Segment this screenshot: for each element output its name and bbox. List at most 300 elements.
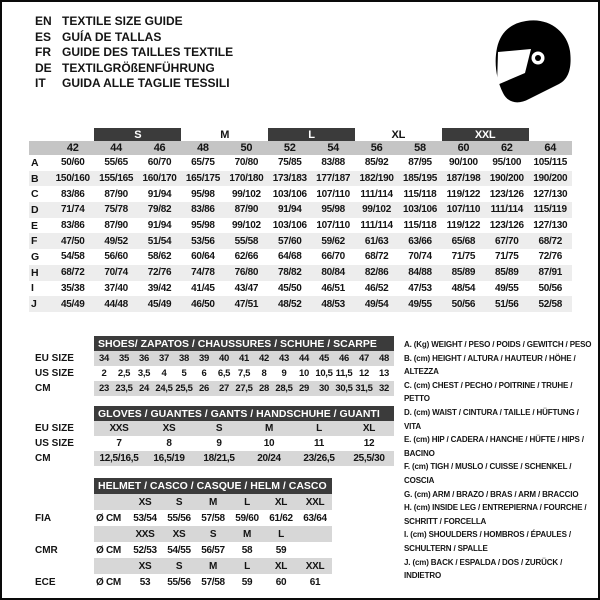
table-row bbox=[29, 351, 394, 366]
value-cell: 28,5 bbox=[275, 383, 293, 394]
measurement-row bbox=[29, 155, 572, 171]
value-cell: 59/60 bbox=[235, 512, 259, 524]
helmet-size-table bbox=[29, 478, 332, 590]
measurement-cell: 182/190 bbox=[355, 171, 398, 187]
value-cell: 58 bbox=[241, 544, 253, 556]
row-letter: F bbox=[29, 233, 51, 249]
value-cell: L bbox=[294, 421, 344, 436]
value-cell: M bbox=[244, 421, 294, 436]
legend-entry: H. (cm) INSIDE LEG / ENTREPIERNA / FOURCHE / SCHRITT / FORCELLA bbox=[404, 503, 587, 526]
table-title: GLOVES / GUANTES / GANTS / HANDSCHUHE / GUANTI bbox=[94, 406, 394, 421]
value-cell: M bbox=[196, 558, 230, 574]
measurement-cell: 91/94 bbox=[268, 202, 311, 218]
value-cell: S bbox=[162, 494, 196, 510]
measurement-cell: 85/89 bbox=[485, 265, 528, 281]
measurement-cell: 75/85 bbox=[277, 157, 302, 169]
legend-entry: J. (cm) BACK / ESPALDA / DOS / ZURÜCK / INDIETRO bbox=[404, 557, 563, 581]
measurement-cell: 49/55 bbox=[398, 296, 441, 312]
row-letter: E bbox=[31, 219, 38, 232]
value-cell: 12 bbox=[359, 368, 369, 379]
size-column-header: 62 bbox=[485, 141, 528, 155]
measurement-cell: 60/64 bbox=[191, 251, 215, 263]
measurement-cell: 65/68 bbox=[442, 233, 485, 249]
table-row bbox=[29, 542, 332, 558]
measurement-cell: 57/60 bbox=[268, 233, 311, 249]
value-cell: M bbox=[230, 526, 264, 542]
value-cell: XS bbox=[144, 421, 194, 436]
measurement-cell: 91/94 bbox=[147, 220, 172, 232]
value-cell: 25,5/30 bbox=[344, 451, 394, 466]
size-column-header: 60 bbox=[442, 141, 485, 155]
value-cell: 44 bbox=[294, 351, 314, 366]
row-label bbox=[29, 526, 94, 542]
legend-entry: E. (cm) HIP / CADERA / HANCHE / HÜFTE / HIPS / BACINO bbox=[404, 435, 584, 458]
measurement-cell: 103/106 bbox=[272, 220, 307, 232]
measurement-cell: 76/80 bbox=[225, 265, 268, 281]
value-cell: 9 bbox=[216, 438, 222, 449]
value-cell: 23/26,5 bbox=[294, 451, 344, 466]
value-cell: 30,5 bbox=[335, 383, 353, 394]
value-cell: 10 bbox=[263, 438, 275, 449]
value-cell: 5 bbox=[181, 368, 187, 379]
value-cell: 55/56 bbox=[167, 512, 191, 524]
measurement-cell: 173/183 bbox=[268, 171, 311, 187]
value-cell: 38 bbox=[174, 351, 194, 366]
measurement-cell: 111/114 bbox=[360, 188, 393, 200]
measurement-cell: 107/110 bbox=[316, 220, 350, 232]
row-label: EU SIZE bbox=[29, 351, 94, 366]
row-letter: G bbox=[31, 250, 39, 263]
table-title-row bbox=[29, 336, 394, 351]
measurement-cell: 71/75 bbox=[495, 251, 519, 263]
language-row bbox=[35, 30, 233, 46]
value-cell: 4 bbox=[161, 368, 167, 379]
measurement-cell: 82/86 bbox=[355, 265, 398, 281]
size-group-xxl: XXL bbox=[442, 128, 529, 141]
measurement-cell: 150/160 bbox=[51, 171, 94, 187]
measurement-cell: 103/106 bbox=[398, 202, 441, 218]
size-column-header: 46 bbox=[138, 141, 181, 155]
value-cell: 7,5 bbox=[237, 368, 251, 379]
value-cell: L bbox=[264, 526, 298, 542]
table-row bbox=[29, 366, 394, 381]
measurement-cell: 70/74 bbox=[408, 251, 432, 263]
value-cell: 53 bbox=[139, 576, 151, 588]
measurement-row bbox=[29, 233, 572, 249]
measurement-cell: 119/122 bbox=[446, 188, 481, 200]
row-label: US SIZE bbox=[29, 366, 94, 381]
language-title-block bbox=[35, 14, 233, 92]
table-row bbox=[29, 494, 332, 510]
measurement-cell: 95/98 bbox=[191, 188, 215, 200]
measurement-cell: 70/74 bbox=[94, 265, 137, 281]
value-cell: 59 bbox=[275, 544, 287, 556]
measurement-cell: 83/86 bbox=[60, 220, 85, 232]
value-cell: S bbox=[194, 421, 244, 436]
table-title-row bbox=[29, 406, 394, 421]
value-cell: 39 bbox=[194, 351, 214, 366]
measurement-cell: 83/86 bbox=[60, 188, 85, 200]
measurement-cell: 84/88 bbox=[398, 265, 441, 281]
value-cell: 24,5 bbox=[155, 383, 173, 394]
helmet-icon bbox=[490, 18, 572, 106]
value-cell: 25,5 bbox=[175, 383, 193, 394]
value-cell: 13 bbox=[379, 368, 389, 379]
measurement-cell: 39/42 bbox=[147, 282, 172, 294]
measurement-row bbox=[29, 281, 572, 297]
measurement-cell: 49/55 bbox=[495, 282, 519, 294]
language-code: IT bbox=[35, 76, 46, 90]
measurement-cell: 71/74 bbox=[51, 202, 94, 218]
measurement-cell: 83/88 bbox=[321, 157, 345, 169]
measurement-cell: 187/198 bbox=[442, 171, 485, 187]
measurement-cell: 185/195 bbox=[398, 171, 441, 187]
value-cell: 8 bbox=[166, 438, 172, 449]
value-cell: XS bbox=[128, 558, 162, 574]
measurement-cell: 95/100 bbox=[492, 157, 522, 169]
value-cell: 47 bbox=[354, 351, 374, 366]
gloves-size-table bbox=[29, 406, 394, 466]
measurement-row bbox=[29, 202, 572, 218]
measurement-cell: 45/49 bbox=[138, 296, 181, 312]
row-label: ECE bbox=[29, 574, 94, 590]
value-cell: 45 bbox=[314, 351, 334, 366]
measurement-cell: 99/102 bbox=[231, 220, 261, 232]
measurement-cell: 68/72 bbox=[364, 251, 389, 263]
measurement-cell: 49/54 bbox=[355, 296, 398, 312]
size-column-header: 64 bbox=[529, 141, 573, 155]
measurement-cell: 48/54 bbox=[451, 282, 476, 294]
measurement-cell: 111/114 bbox=[360, 220, 393, 232]
measurement-cell: 54/58 bbox=[60, 251, 85, 263]
size-group-spacer bbox=[529, 128, 573, 141]
table-row bbox=[29, 451, 394, 466]
value-cell: Ø CM bbox=[96, 576, 121, 588]
value-cell: 12 bbox=[363, 438, 375, 449]
value-cell: 8 bbox=[261, 368, 267, 379]
table-row bbox=[29, 510, 332, 526]
size-column-header: 42 bbox=[51, 141, 94, 155]
measurement-cell: 127/130 bbox=[533, 220, 568, 232]
value-cell: 32 bbox=[374, 381, 394, 396]
measurement-cell: 115/118 bbox=[403, 188, 437, 200]
size-header-row bbox=[29, 141, 572, 155]
size-column-header: 52 bbox=[268, 141, 311, 155]
measurement-cell: 68/72 bbox=[51, 265, 94, 281]
measurement-cell: 45/49 bbox=[51, 296, 94, 312]
measurement-cell: 90/100 bbox=[448, 157, 478, 169]
value-cell: 10 bbox=[299, 368, 309, 379]
measurement-cell: 107/110 bbox=[442, 202, 485, 218]
row-letter: J bbox=[29, 296, 51, 312]
measurement-cell: 87/90 bbox=[225, 202, 268, 218]
measurement-cell: 48/52 bbox=[268, 296, 311, 312]
value-cell bbox=[94, 526, 128, 542]
value-cell: 52/53 bbox=[133, 544, 157, 556]
measurement-cell: 111/114 bbox=[485, 202, 528, 218]
measurement-cell: 71/75 bbox=[451, 251, 476, 263]
value-cell: XXL bbox=[298, 494, 332, 510]
value-cell: 9 bbox=[281, 368, 287, 379]
row-letter: A bbox=[31, 156, 39, 169]
value-cell: 23,5 bbox=[115, 383, 133, 394]
value-cell: 57/58 bbox=[201, 512, 225, 524]
value-cell: 28 bbox=[254, 381, 274, 396]
measurement-cell: 56/60 bbox=[104, 251, 128, 263]
value-cell: 54/55 bbox=[167, 544, 191, 556]
value-cell: 31,5 bbox=[355, 383, 373, 394]
value-cell: M bbox=[196, 494, 230, 510]
measurement-row bbox=[29, 249, 572, 265]
measurement-cell: 63/66 bbox=[398, 233, 441, 249]
value-cell bbox=[94, 494, 128, 510]
value-cell: 7 bbox=[116, 438, 122, 449]
value-cell: 61/62 bbox=[269, 512, 293, 524]
size-column-header: 54 bbox=[311, 141, 354, 155]
measurement-cell: 123/126 bbox=[489, 188, 524, 200]
value-cell: 55/56 bbox=[167, 576, 191, 588]
size-group-l: L bbox=[268, 128, 355, 141]
value-cell: 35 bbox=[114, 351, 134, 366]
measurement-cell: 47/51 bbox=[225, 296, 268, 312]
measurement-cell: 64/68 bbox=[277, 251, 302, 263]
value-cell: 27 bbox=[214, 381, 234, 396]
measurement-cell: 123/126 bbox=[489, 220, 524, 232]
size-column-header: 44 bbox=[94, 141, 137, 155]
value-cell: L bbox=[230, 558, 264, 574]
measurement-cell: 52/58 bbox=[529, 296, 573, 312]
value-cell: S bbox=[196, 526, 230, 542]
value-cell: XXS bbox=[128, 526, 162, 542]
value-cell: XXS bbox=[94, 421, 144, 436]
value-cell: 41 bbox=[234, 351, 254, 366]
language-title: GUIDE DES TAILLES TEXTILE bbox=[62, 45, 234, 59]
value-cell: XL bbox=[344, 421, 394, 436]
measurement-cell: 190/200 bbox=[485, 171, 528, 187]
language-code: ES bbox=[35, 29, 52, 44]
measurement-cell: 99/102 bbox=[355, 202, 398, 218]
value-cell: 11,5 bbox=[335, 368, 353, 379]
size-group-row bbox=[29, 128, 572, 141]
value-cell: 23 bbox=[94, 381, 114, 396]
value-cell: 57/58 bbox=[201, 576, 225, 588]
measurement-cell: 51/56 bbox=[485, 296, 528, 312]
value-cell: 36 bbox=[134, 351, 154, 366]
measurement-cell: 83/86 bbox=[181, 202, 224, 218]
language-title: TEXTILGRÖßENFÜHRUNG bbox=[62, 60, 215, 75]
measurement-cell: 80/84 bbox=[311, 265, 354, 281]
measurement-cell: 70/80 bbox=[234, 157, 259, 169]
value-cell: 60 bbox=[275, 576, 287, 588]
measurement-cell: 79/82 bbox=[138, 202, 181, 218]
language-row bbox=[35, 61, 233, 77]
measurement-cell: 60/70 bbox=[147, 157, 172, 169]
measurement-cell: 165/175 bbox=[181, 171, 224, 187]
measurement-cell: 115/119 bbox=[529, 202, 573, 218]
measurement-cell: 95/98 bbox=[191, 220, 215, 232]
measurement-cell: 55/58 bbox=[225, 233, 268, 249]
measurement-cell: 107/110 bbox=[316, 188, 350, 200]
table-row bbox=[29, 421, 394, 436]
value-cell: 18/21,5 bbox=[194, 451, 244, 466]
measurement-cell: 48/53 bbox=[311, 296, 354, 312]
measurement-cell: 160/170 bbox=[138, 171, 181, 187]
measurement-cell: 68/72 bbox=[529, 233, 573, 249]
measurement-cell: 44/48 bbox=[94, 296, 137, 312]
value-cell: 12,5/16,5 bbox=[94, 451, 144, 466]
language-code: DE bbox=[35, 60, 52, 75]
size-group-m: M bbox=[181, 128, 268, 141]
measurement-cell: 58/62 bbox=[147, 251, 172, 263]
value-cell: 6 bbox=[201, 368, 207, 379]
measurement-cell: 50/60 bbox=[60, 157, 85, 169]
value-cell: 3,5 bbox=[137, 368, 151, 379]
measurement-cell: 95/98 bbox=[311, 202, 354, 218]
row-label bbox=[29, 494, 94, 510]
value-cell bbox=[94, 558, 128, 574]
measurement-cell: 53/56 bbox=[181, 233, 224, 249]
measurement-cell: 46/51 bbox=[321, 282, 345, 294]
measurement-cell: 50/56 bbox=[538, 282, 563, 294]
measurement-row bbox=[29, 265, 572, 281]
size-column-header: 58 bbox=[398, 141, 441, 155]
row-label: FIA bbox=[29, 510, 94, 526]
measurement-cell: 103/106 bbox=[272, 188, 307, 200]
value-cell: 63/64 bbox=[303, 512, 327, 524]
value-cell: 11 bbox=[314, 438, 324, 449]
measurement-cell: 72/76 bbox=[538, 251, 563, 263]
measurement-cell: 49/52 bbox=[94, 233, 137, 249]
measurement-cell: 155/165 bbox=[94, 171, 137, 187]
measurement-cell: 47/50 bbox=[51, 233, 94, 249]
row-label: EU SIZE bbox=[29, 421, 94, 436]
measurement-cell: 55/65 bbox=[104, 157, 128, 169]
measurement-row bbox=[29, 218, 572, 234]
value-cell: XXL bbox=[298, 558, 332, 574]
value-cell: 16,5/19 bbox=[144, 451, 194, 466]
language-row bbox=[35, 45, 233, 61]
size-group-xl: XL bbox=[355, 128, 442, 141]
table-row bbox=[29, 574, 332, 590]
value-cell: 26 bbox=[194, 381, 214, 396]
value-cell: XS bbox=[128, 494, 162, 510]
value-cell: 59 bbox=[241, 576, 253, 588]
row-label: CM bbox=[29, 451, 94, 466]
legend-entry: G. (cm) ARM / BRAZO / BRAS / ARM / BRACCIO bbox=[404, 489, 579, 499]
measurement-cell: 67/70 bbox=[485, 233, 528, 249]
measurement-cell: 99/102 bbox=[231, 188, 261, 200]
table-title: SHOES/ ZAPATOS / CHAUSSURES / SCHUHE / SCARPE bbox=[94, 336, 394, 351]
row-label bbox=[29, 558, 94, 574]
value-cell: 30 bbox=[314, 381, 334, 396]
measurement-cell: 50/56 bbox=[442, 296, 485, 312]
value-cell: XL bbox=[264, 558, 298, 574]
legend-entry: D. (cm) WAIST / CINTURA / TAILLE / HÜFTUNG / VITA bbox=[404, 407, 579, 431]
measurement-cell: 127/130 bbox=[533, 188, 568, 200]
measurement-cell: 35/38 bbox=[60, 282, 85, 294]
value-cell: 24 bbox=[134, 381, 154, 396]
measurement-cell: 91/94 bbox=[147, 188, 172, 200]
value-cell: 61 bbox=[309, 576, 321, 588]
value-cell: 53/54 bbox=[133, 512, 157, 524]
row-letter: C bbox=[31, 188, 39, 201]
row-letter: H bbox=[29, 265, 51, 281]
value-cell: Ø CM bbox=[96, 544, 121, 556]
measurement-legend bbox=[404, 338, 597, 583]
measurement-cell: 119/122 bbox=[446, 220, 481, 232]
value-cell: 56/57 bbox=[201, 544, 225, 556]
table-title: HELMET / CASCO / CASQUE / HELM / CASCO bbox=[94, 478, 332, 494]
value-cell: XS bbox=[162, 526, 196, 542]
row-letter: B bbox=[29, 171, 51, 187]
language-title: TEXTILE SIZE GUIDE bbox=[62, 14, 183, 28]
size-group-s: S bbox=[94, 128, 181, 141]
legend-entry: C. (cm) CHEST / PECHO / POITRINE / TRUHE / PETTO bbox=[404, 380, 573, 404]
measurement-cell: 75/78 bbox=[94, 202, 137, 218]
legend-entry: B. (cm) HEIGHT / ALTURA / HAUTEUR / HÖHE / ALTEZZA bbox=[404, 353, 576, 377]
measurement-cell: 61/63 bbox=[355, 233, 398, 249]
spacer-cell bbox=[29, 406, 94, 421]
row-letter: I bbox=[31, 282, 34, 295]
language-row bbox=[35, 14, 233, 30]
value-cell: 43 bbox=[274, 351, 294, 366]
size-group-spacer bbox=[51, 128, 94, 141]
measurement-cell: 74/78 bbox=[181, 265, 224, 281]
measurement-cell: 87/91 bbox=[529, 265, 573, 281]
measurement-cell: 85/92 bbox=[364, 157, 389, 169]
spacer-cell bbox=[29, 478, 94, 494]
measurement-cell: 87/95 bbox=[408, 157, 432, 169]
measurement-cell: 170/180 bbox=[225, 171, 268, 187]
value-cell: 46 bbox=[334, 351, 354, 366]
measurement-cell: 59/62 bbox=[311, 233, 354, 249]
table-row bbox=[29, 436, 394, 451]
value-cell: 34 bbox=[94, 351, 114, 366]
value-cell bbox=[298, 542, 332, 558]
measurement-cell: 190/200 bbox=[529, 171, 573, 187]
measurement-cell: 45/50 bbox=[277, 282, 302, 294]
row-label: CMR bbox=[29, 542, 94, 558]
measurement-cell: 62/66 bbox=[234, 251, 259, 263]
corner-cell bbox=[29, 141, 51, 155]
value-cell: 40 bbox=[214, 351, 234, 366]
measurement-cell: 115/118 bbox=[403, 220, 437, 232]
language-row bbox=[35, 76, 233, 92]
table-row bbox=[29, 526, 332, 542]
value-cell: 6,5 bbox=[217, 368, 231, 379]
measurement-cell: 46/52 bbox=[364, 282, 389, 294]
measurement-cell: 41/45 bbox=[191, 282, 215, 294]
language-title: GUIDA ALLE TAGLIE TESSILI bbox=[62, 76, 230, 90]
measurement-cell: 72/76 bbox=[138, 265, 181, 281]
measurement-row bbox=[29, 296, 572, 312]
row-letter: D bbox=[29, 202, 51, 218]
value-cell: XL bbox=[264, 494, 298, 510]
value-cell: 29 bbox=[294, 381, 314, 396]
legend-entry: F. (cm) TIGH / MUSLO / CUISSE / SCHENKEL / COSCIA bbox=[404, 462, 572, 485]
value-cell: L bbox=[230, 494, 264, 510]
measurement-cell: 43/47 bbox=[234, 282, 259, 294]
language-code: FR bbox=[35, 45, 51, 59]
textile-size-table bbox=[29, 128, 572, 312]
legend-entry: I. (cm) SHOULDERS / HOMBROS / ÉPAULES / SCHULTERN / SPALLE bbox=[404, 530, 571, 553]
measurement-cell: 87/90 bbox=[104, 220, 128, 232]
value-cell: 2,5 bbox=[117, 368, 131, 379]
value-cell bbox=[298, 526, 332, 542]
value-cell: S bbox=[162, 558, 196, 574]
table-row bbox=[29, 558, 332, 574]
value-cell: 27,5 bbox=[235, 383, 253, 394]
